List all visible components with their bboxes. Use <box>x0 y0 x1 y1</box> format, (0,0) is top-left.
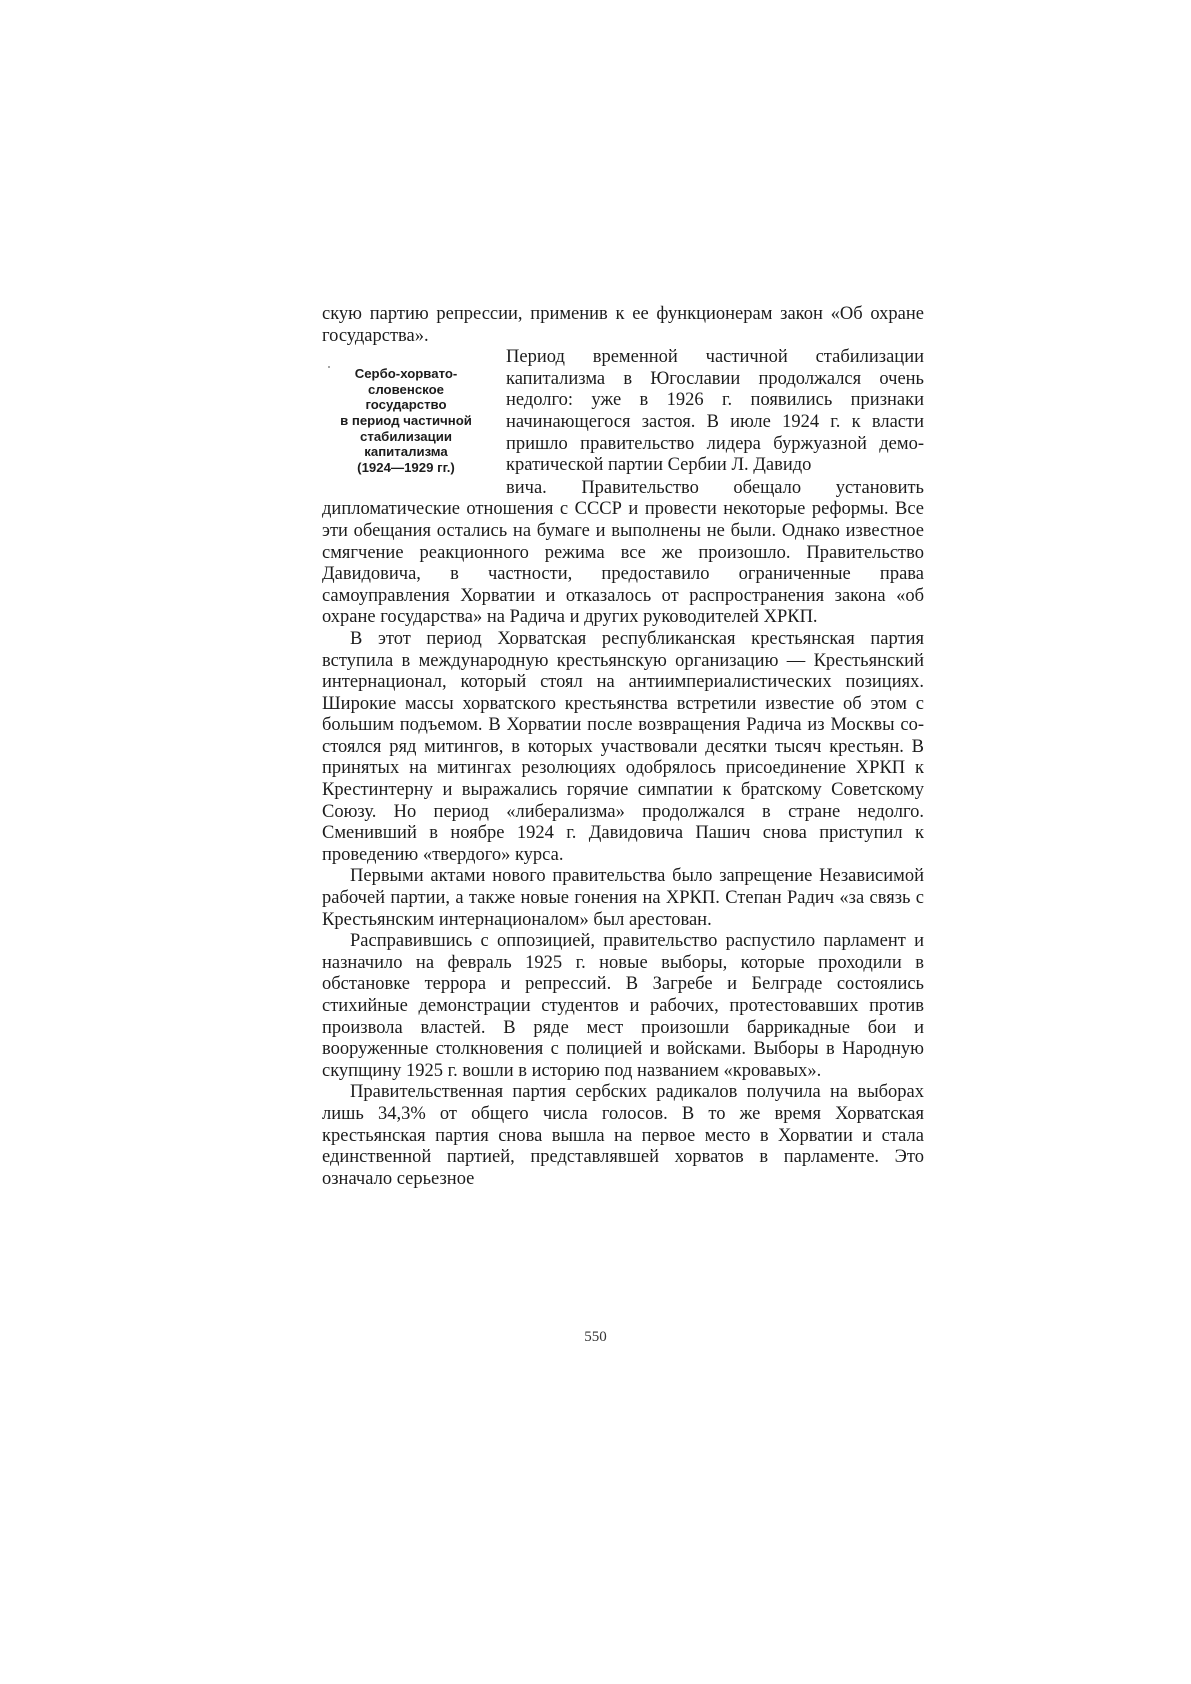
margin-heading <box>322 366 490 475</box>
page-body <box>322 304 924 1190</box>
margin-heading-line: (1924—1929 гг.) <box>357 459 455 475</box>
margin-heading-line: капитализма <box>364 444 448 460</box>
paragraph-new-government-acts: Первыми актами нового правительства было запрещение Независимой рабочей партии, а также новые гонения на ХРКП. Степан Радич «за связь с Крестьянским интернационалом» был арестован. <box>322 866 924 930</box>
margin-heading-line: стабилизации <box>360 428 452 444</box>
margin-heading-line: словенское <box>368 381 444 397</box>
opening-paragraph: скую партию репрессии, применив к ее функционерам закон «Об охране государства». <box>322 304 924 346</box>
scan-speck <box>328 366 330 368</box>
paragraph-stabilization-continued: вича. Правительство обещало установить дипломатические отношения с СССР и провести некоторые реформы. Все эти обещания остались на бумаге и выполнены не были. Однако известное смягчение реакционного режима все же произошло. Правительство Давидовича, в частности, предоставило ограниченные права самоуправления Хорватии и отказалось от распространения закона «об охране государства» на Радича и других руководителей ХРКП. <box>322 477 924 628</box>
margin-heading-line: государство <box>365 397 447 413</box>
paragraph-stabilization-intro: Период временной частичной стабилизации капитализма в Югославии продолжался очень недолго: уже в 1926 г. появились признаки начинающегося застоя. В июле 1924 г. к власти пришло правительство лидера буржуазной демократической партии Сербии Л. Давидо <box>506 347 924 476</box>
margin-heading-line: в период частичной <box>340 412 472 428</box>
paragraph-peasant-international: В этот период Хорватская республиканская крестьянская партия вступила в международную крестьянскую организацию — Крестьянский интернационал, который стоял на антиимпериалистических позициях. Широкие массы хорватского крестьянства встретили известие об этом с большим подъемом. В Хорватии после возвращения Радича из Москвы состоялся ряд митингов, в которых участвовали десятки тысяч крестьян. В принятых на митингах резолюциях одобрялось присоединение ХРКП к Крестинтерну и выражались горячие симпатии к братскому Советскому Союзу. Но период «либерализма» продолжался в стране недолго. Сменивший в ноябре 1924 г. Давидовича Пашич снова приступил к проведению «твердого» курса. <box>322 628 924 865</box>
paragraph-election-results: Правительственная партия сербских радикалов получила на выборах лишь 34,3% от общего числа голосов. В то же время Хорватская крестьянская партия снова вышла на первое место в Хорватии и стала единственной партией, представлявшей хорватов в парламенте. Это означало серьезное <box>322 1082 924 1189</box>
paragraph-parliament-dissolved: Расправившись с оппозицией, правительство распустило парламент и назначило на февраль 1925 г. новые выборы, которые проходили в обстановке террора и репрессий. В Загребе и Белграде состоялись стихийные демонстрации студентов и рабочих, протестовавших против произвола властей. В ряде мест произошли баррикадные бои и вооруженные столкновения с полицией и войсками. Выборы в Народную скупщину 1925 г. вошли в историю под названием «кровавых». <box>322 931 924 1081</box>
margin-heading-line: Сербо-хорвато- <box>354 366 458 382</box>
page-number: 550 <box>584 1329 607 1345</box>
